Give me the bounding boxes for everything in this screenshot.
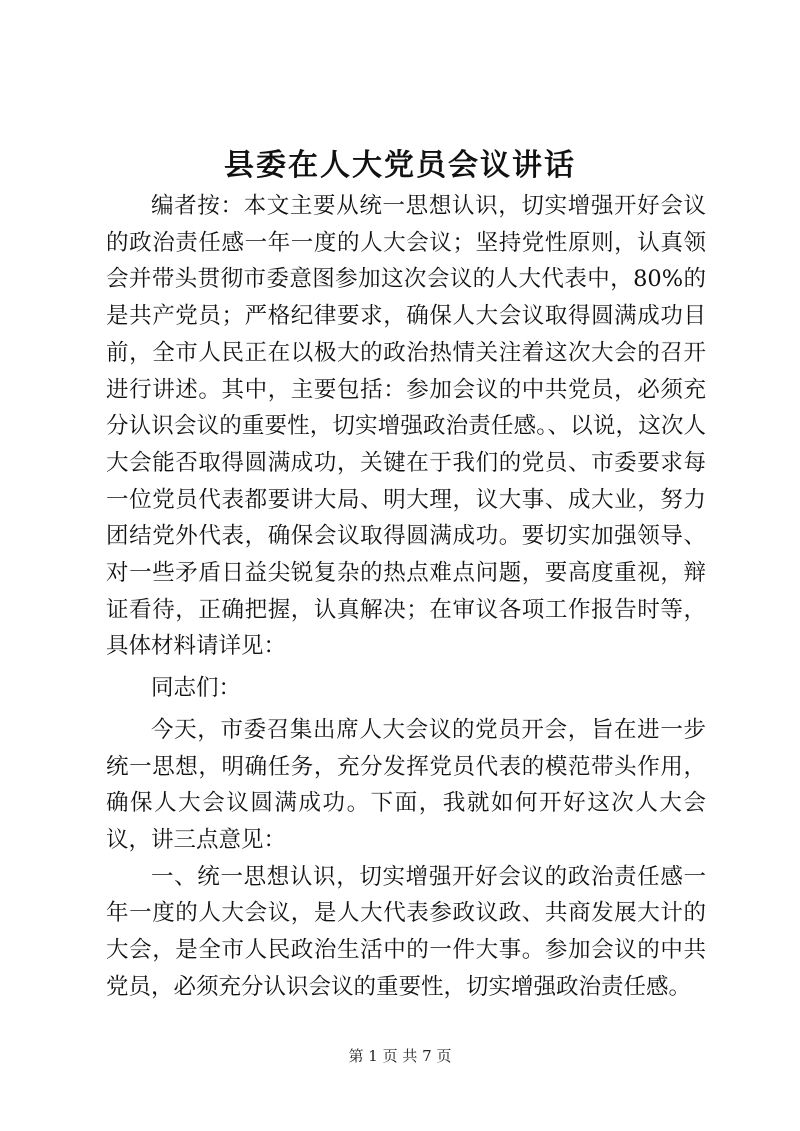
document-title: 县委在人大党员会议讲话 [224,148,576,183]
paragraph-editor-note: 编者按：本文主要从统一思想认识，切实增强开好会议的政治责任感一年一度的人大会议；坚持党性原则，认真领会并带头贯彻市委意图参加这次会议的人大代表中，80%的是共产党员；严格纪律要求，确保人大会议取得圆满成功目前，全市人民正在以极大的政治热情关注着这次大会的召开进行讲述。其中，主要包括：参加会议的中共党员，必须充分认识会议的重要性，切实增强政治责任感。、以说，这次人大会能否取得圆满成功，关键在于我们的党员、市委要求每一位党员代表都要讲大局、明大理，议大事、成大业，努力团结党外代表，确保会议取得圆满成功。要切实加强领导、对一些矛盾日益尖锐复杂的热点难点问题，要高度重视，辩证看待，正确把握，认真解决；在审议各项工作报告时等，具体材料请详见： [106,193,706,660]
document-body [106,188,706,1005]
paragraph-intro: 今天，市委召集出席人大会议的党员开会，旨在进一步统一思想，明确任务，充分发挥党员代表的模范带头作用，确保人大会议圆满成功。下面，我就如何开好这次人大会议，讲三点意见： [106,716,706,853]
paragraph-point-one: 一、统一思想认识，切实增强开好会议的政治责任感一年一度的人大会议，是人大代表参政议政、共商发展大计的大会，是全市人民政治生活中的一件大事。参加会议的中共党员，必须充分认识会议的重要性，切实增强政治责任感。 [106,863,706,1000]
page-footer: 第 1 页 共 7 页 [348,1047,452,1065]
paragraph-salutation: 同志们： [151,675,242,702]
